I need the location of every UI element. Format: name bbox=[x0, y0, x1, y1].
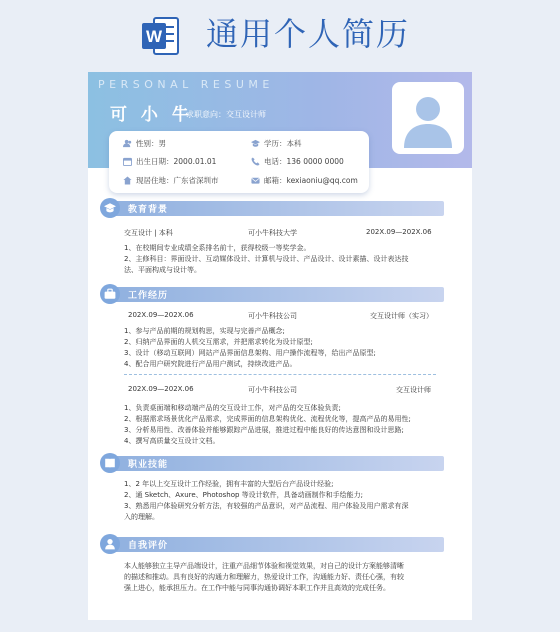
section-skills-title: 职业技能 bbox=[128, 460, 169, 470]
info-phone-text: 电话：136 0000 0000 bbox=[264, 157, 344, 166]
section-work-header bbox=[106, 287, 444, 302]
info-gender bbox=[123, 138, 166, 149]
avatar bbox=[392, 82, 464, 154]
skill-line: 2、通 Sketch、Axure、Photoshop 等设计软件，具备动画制作和手绘能力; bbox=[124, 491, 364, 499]
skill-line: 入的理解。 bbox=[124, 513, 159, 521]
job-divider bbox=[124, 374, 436, 375]
job-duties bbox=[124, 403, 436, 447]
job-duty-line: 1、负责桌面端和移动端产品的交互设计工作，对产品的交互体验负责; bbox=[124, 404, 341, 412]
book-icon bbox=[100, 453, 120, 473]
job-duties bbox=[124, 326, 436, 370]
skills-details bbox=[124, 479, 436, 523]
job-duty-line: 1、参与产品前期的规划构思，实现与完善产品概念; bbox=[124, 327, 285, 335]
info-gender-text: 性别：男 bbox=[136, 139, 166, 148]
basic-info-card bbox=[109, 131, 369, 193]
job-company: 可小牛科技公司 bbox=[248, 386, 297, 394]
job-duty-line: 4、撰写高质量交互设计文档。 bbox=[124, 437, 220, 445]
education-major: 交互设计 | 本科 bbox=[124, 229, 173, 237]
education-details bbox=[124, 243, 436, 276]
calendar-icon bbox=[123, 157, 132, 166]
home-icon bbox=[123, 176, 132, 185]
word-icon-letter: W bbox=[145, 27, 163, 46]
info-phone bbox=[251, 156, 344, 167]
job-duty-line: 2、归纳产品界面的人机交互需求，并把需求转化为设计原型; bbox=[124, 338, 313, 346]
section-education-header bbox=[106, 201, 444, 216]
section-skills-header bbox=[106, 456, 444, 471]
job-intent: 求职意向：交互设计师 bbox=[186, 110, 266, 119]
mail-icon bbox=[251, 176, 260, 185]
applicant-name: 可 小 牛 bbox=[110, 105, 193, 125]
job-role: 交互设计师（实习） bbox=[370, 312, 433, 320]
evaluation-line: 强上进心，能承担压力。在工作中能与同事沟通协调好本职工作并且高效的完成任务。 bbox=[124, 584, 390, 592]
section-work-title: 工作经历 bbox=[128, 291, 169, 301]
word-icon bbox=[140, 14, 180, 58]
job-period: 202X.09—202X.06 bbox=[128, 385, 194, 393]
education-detail-line: 2、主修科目：界面设计、互动媒体设计、计算机与设计、产品设计、设计素描、设计表达技 bbox=[124, 255, 409, 263]
section-education-title: 教育背景 bbox=[128, 205, 169, 215]
skill-line: 3、熟悉用户体验研究分析方法，有较强的产品意识，对产品流程、用户体验及用户需求有深 bbox=[124, 502, 409, 510]
education-period: 202X.09—202X.06 bbox=[366, 228, 432, 236]
phone-icon bbox=[251, 157, 260, 166]
education-detail-line: 1、在校期间专业成绩全系排名前十，获得校级一等奖学金。 bbox=[124, 244, 311, 252]
education-detail-line: 法、平面构成与设计等。 bbox=[124, 266, 201, 274]
job-duty-line: 4、配合用户研究院进行产品用户测试，持续改进产品。 bbox=[124, 360, 297, 368]
briefcase-icon bbox=[100, 284, 120, 304]
section-evaluation-title: 自我评价 bbox=[128, 541, 169, 551]
info-address bbox=[123, 175, 219, 186]
job-duty-line: 2、根据需求场景优化产品需求，完成界面的信息架构优化、流程优化等，提高产品的易用性; bbox=[124, 415, 411, 423]
evaluation-text bbox=[124, 561, 436, 594]
job-role: 交互设计师 bbox=[396, 386, 431, 394]
info-education-text: 学历：本科 bbox=[264, 139, 302, 148]
section-evaluation-header bbox=[106, 537, 444, 552]
info-birthday-text: 出生日期：2000.01.01 bbox=[136, 157, 217, 166]
resume-sheet bbox=[88, 72, 472, 620]
skill-line: 1、2 年以上交互设计工作经验，拥有丰富的大型后台产品设计经验; bbox=[124, 480, 334, 488]
resume-english-title: PERSONAL RESUME bbox=[98, 78, 274, 91]
evaluation-line: 本人能够独立主导产品端设计，注重产品细节体验和视觉效果，对自己的设计方案能够清晰 bbox=[124, 562, 404, 570]
info-education bbox=[251, 138, 302, 149]
top-banner bbox=[0, 0, 560, 72]
info-email bbox=[251, 175, 358, 186]
evaluation-line: 的描述和推动。具有良好的沟通力和理解力，热爱设计工作，沟通能力好、责任心强，有较 bbox=[124, 573, 404, 581]
page-title: 通用个人简历 bbox=[206, 15, 411, 53]
job-duty-line: 3、设计（移动互联网）网站产品界面信息架构、用户操作流程等，给出产品原型; bbox=[124, 349, 376, 357]
info-email-text: 邮箱：kexiaoniu@qq.com bbox=[264, 176, 358, 185]
people-icon bbox=[123, 139, 132, 148]
job-period: 202X.09—202X.06 bbox=[128, 311, 194, 319]
avatar-silhouette-icon bbox=[392, 82, 464, 154]
graduation-cap-icon bbox=[100, 198, 120, 218]
person-icon bbox=[100, 534, 120, 554]
job-company: 可小牛科技公司 bbox=[248, 312, 297, 320]
info-birthday bbox=[123, 156, 216, 167]
info-address-text: 现居住地：广东省深圳市 bbox=[136, 176, 219, 185]
education-school: 可小牛科技大学 bbox=[248, 229, 297, 237]
graduation-cap-icon bbox=[251, 139, 260, 148]
job-duty-line: 3、分析易用性、改善体验并能够跟踪产品进展，推进过程中能良好的传达意图和设计思路; bbox=[124, 426, 404, 434]
